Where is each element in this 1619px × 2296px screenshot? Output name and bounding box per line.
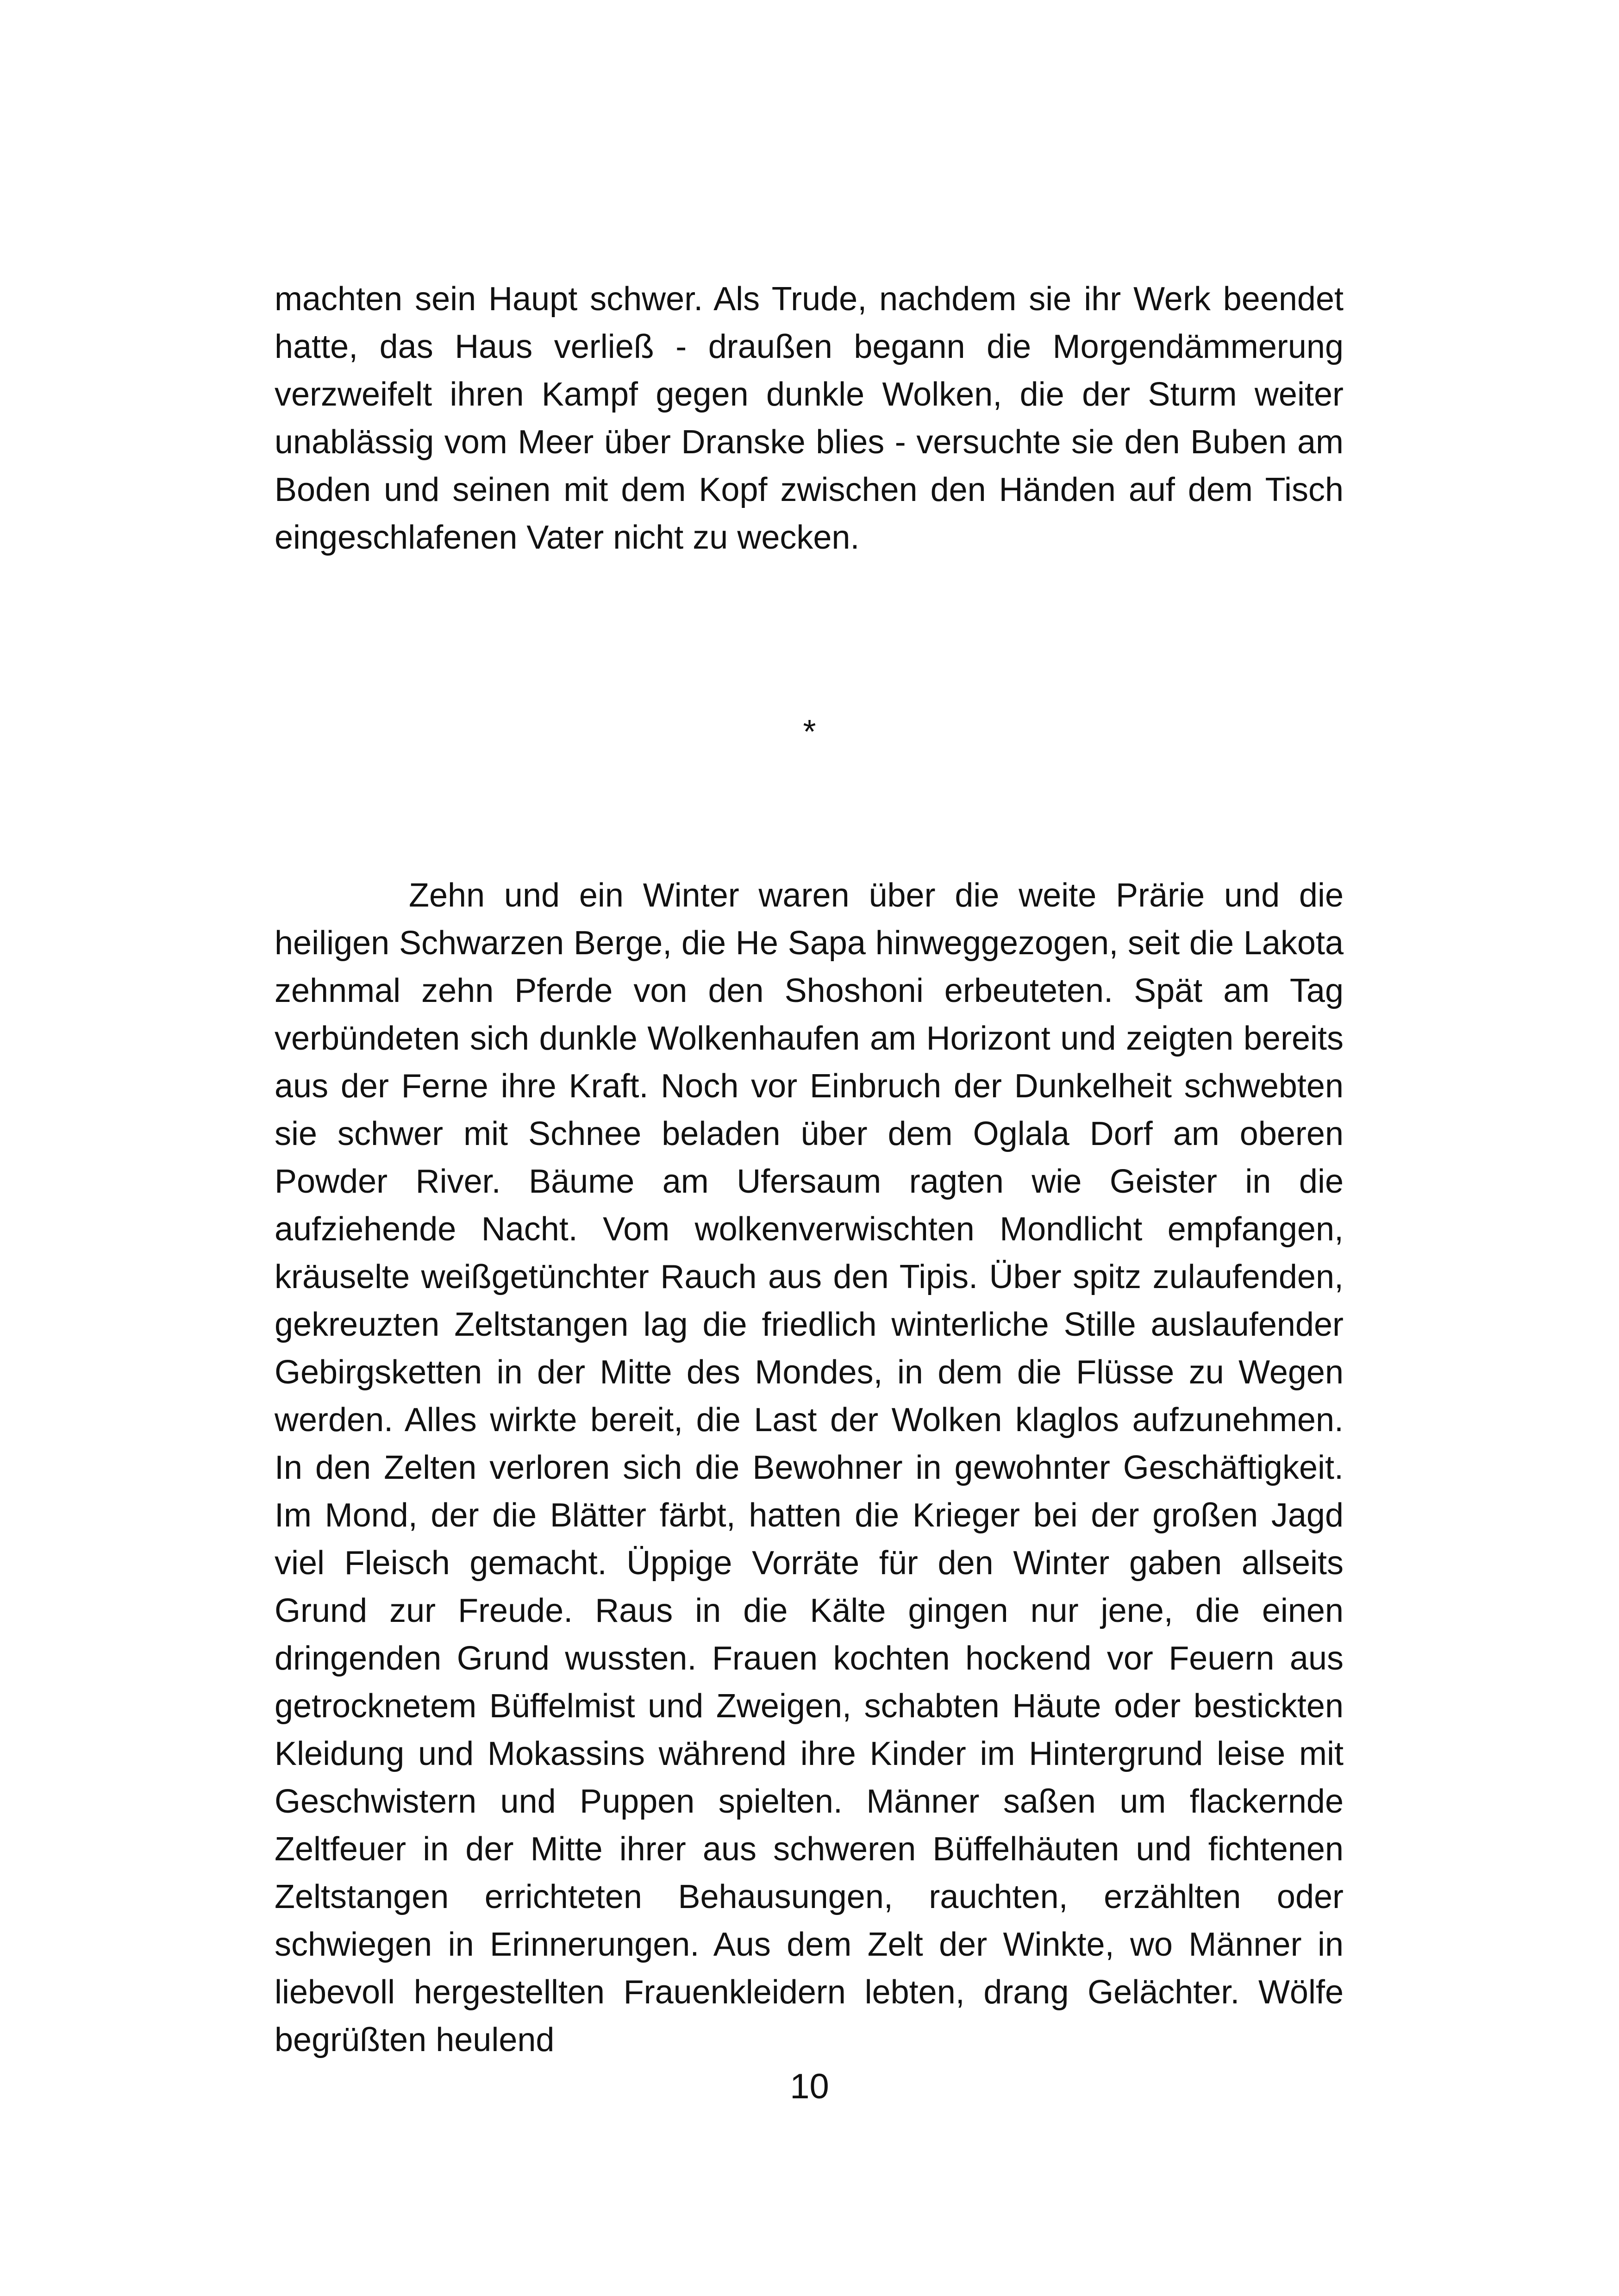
section-separator: * <box>803 713 816 751</box>
paragraph-new-section: Zehn und ein Winter waren über die weite Prärie und die heiligen Schwarzen Berge, die He Sapa hinweggezogen, seit die Lakota zehnmal zehn Pferde von den Shoshoni erbeuteten. Spät am Tag verbündeten sich dunkle Wolkenhaufen am Horizont und zeigten bereits aus der Ferne ihre Kraft. Noch vor Einbruch der Dunkelheit schwebten sie schwer mit Schnee beladen über dem Oglala Dorf am oberen Powder River. Bäume am Ufersaum ragten wie Geister in die aufziehende Nacht. Vom wolkenverwischten Mondlicht empfangen, kräuselte weißgetünchter Rauch aus den Tipis. Über spitz zulaufenden, gekreuzten Zeltstangen lag die friedlich winterliche Stille auslaufender Gebirgsketten in der Mitte des Mondes, in dem die Flüsse zu Wegen werden. Alles wirkte bereit, die Last der Wolken klaglos aufzunehmen. In den Zelten verloren sich die Bewohner in gewohnter Geschäftigkeit. Im Mond, der die Blätter färbt, hatten die Krieger bei der großen Jagd viel Fleisch gemacht. Üppige Vorräte für den Winter gaben allseits Grund zur Freude. Raus in die Kälte gingen nur jene, die einen dringenden Grund wussten. Frauen kochten hockend vor Feuern aus getrocknetem Büffelmist und Zweigen, schabten Häute oder bestickten Kleidung und Mokassins während ihre Kinder im Hintergrund leise mit Geschwistern und Puppen spielten. Männer saßen um flackernde Zeltfeuer in der Mitte ihrer aus schweren Büffelhäuten und fichtenen Zeltstangen errichteten Behausungen, rauchten, erzählten oder schwiegen in Erinnerungen. Aus dem Zelt der Winkte, wo Männer in liebevoll hergestellten Frauenkleidern lebten, drang Gelächter. Wölfe begrüßten heulend <box>275 877 1344 2058</box>
page-number: 10 <box>790 2067 829 2106</box>
paragraph-continued: machten sein Haupt schwer. Als Trude, nachdem sie ihr Werk beendet hatte, das Haus verließ - draußen begann die Morgendämmerung verzweifelt ihren Kampf gegen dunkle Wolken, die der Sturm weiter unablässig vom Meer über Dranske blies - versuchte sie den Buben am Boden und seinen mit dem Kopf zwischen den Händen auf dem Tisch eingeschlafenen Vater nicht zu wecken. <box>275 281 1344 556</box>
